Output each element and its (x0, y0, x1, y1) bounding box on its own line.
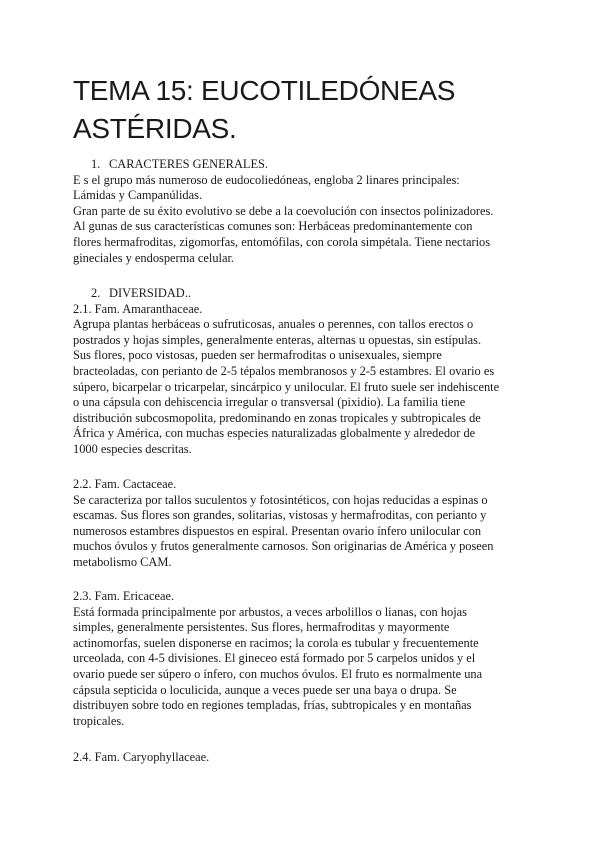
paragraph-line: actinomorfas, suelen disponerse en racimos; la corola es tubular y frecuentemente (73, 635, 479, 650)
section-number: 1. (91, 157, 101, 171)
paragraph-line: cápsula septicida o loculicida, aunque a veces puede ser una baya o drupa. Se (73, 682, 457, 697)
subsection-ericaceae (73, 589, 533, 729)
paragraph-line: África y América, con muchas especies naturalizadas globalmente y alrededor de (73, 426, 476, 441)
paragraph-line: Sus flores, poco vistosas, pueden ser hermafroditas o unisexuales, siempre (73, 348, 442, 363)
subsection-caryophyllaceae (73, 750, 533, 766)
subsection-cactaceae (73, 477, 533, 571)
paragraph-line: metabolismo CAM. (73, 554, 172, 569)
paragraph-line: muchos óvulos y frutos generalmente carnosos. Son originarias de América y poseen (73, 539, 494, 554)
paragraph-line: distribuyen sobre todo en regiones templadas, frías, subtropicales y en montañas (73, 698, 472, 713)
paragraph-line: postrados y hojas simples, generalmente enteras, alternas u opuestas, sin estípulas. (73, 332, 482, 347)
subsection-title: 2.2. Fam. Cactaceae. (73, 477, 177, 491)
title-line: ASTÉRIDAS. (73, 113, 237, 144)
paragraph-line: tropicales. (73, 713, 125, 728)
paragraph-line: bracteoladas, con perianto de 2-5 tépalos membranosos y 2-5 estambres. El ovario es (73, 363, 495, 378)
paragraph-line: distribución subcosmopolita, predominando en zonas tropicales y subtropicales de (73, 410, 481, 425)
subsection-title: 2.3. Fam. Ericaceae. (73, 589, 175, 603)
paragraph-line: gineciales y endosperma celular. (73, 250, 235, 265)
paragraph-line: Agrupa plantas herbáceas o sufruticosas, anuales o perennes, con tallos erectos o (73, 317, 474, 332)
section-number: 2. (91, 286, 101, 300)
paragraph-line: escamas. Sus flores son grandes, solitarias, vistosas y hermafroditas, con perianto y (73, 508, 487, 523)
paragraph-line: numerosos estambres dispuestos en espiral. Presentan ovario ínfero unilocular con (73, 523, 482, 538)
paragraph-line: urceolada, con 4-5 divisiones. El gineceo está formado por 5 carpelos unidos y el (73, 651, 476, 666)
paragraph-line: 1000 especies descritas. (73, 441, 192, 456)
paragraph-line: Está formada principalmente por arbustos, a veces arbolillos o lianas, con hojas (73, 604, 467, 619)
subsection-title: 2.1. Fam. Amaranthaceae. (73, 301, 203, 316)
paragraph-line: flores hermafroditas, zigomorfas, entomófilas, con corola simpétala. Tiene nectarios (73, 234, 491, 249)
subsection-title: 2.4. Fam. Caryophyllaceae. (73, 750, 210, 764)
page-title (73, 72, 533, 148)
paragraph-line: Lámidas y Campanúlidas. (73, 188, 203, 203)
section-heading (73, 157, 533, 173)
paragraph-line: E s el grupo más numeroso de eudocoliedóneas, engloba 2 linares principales: (73, 172, 460, 187)
paragraph-line: o una cápsula con dehiscencia irregular o transversal (pixidio). La familia tiene (73, 395, 466, 410)
section-heading-text: CARACTERES GENERALES. (109, 157, 269, 171)
section-heading (73, 286, 533, 302)
title-line: TEMA 15: EUCOTILEDÓNEAS (73, 75, 456, 106)
section-heading-text: DIVERSIDAD.. (109, 286, 191, 300)
paragraph-line: Al gunas de sus características comunes son: Herbáceas predominantemente con (73, 219, 473, 234)
paragraph-line: Se caracteriza por tallos suculentos y fotosintéticos, con hojas reducidas a espinas o (73, 492, 488, 507)
paragraph-line: simples, generalmente persistentes. Sus flores, hermafroditas y mayormente (73, 620, 450, 635)
paragraph-line: Gran parte de su éxito evolutivo se debe a la coevolución con insectos polinizadores. (73, 203, 494, 218)
paragraph-line: ovario puede ser súpero o ínfero, con muchos óvulos. El fruto es normalmente una (73, 666, 483, 681)
paragraph-line: súpero, bicarpelar o tricarpelar, sincárpico y unilocular. El fruto suele ser indehiscente (73, 379, 500, 394)
section-diversidad (73, 286, 533, 458)
section-caracteres-generales (73, 157, 533, 266)
